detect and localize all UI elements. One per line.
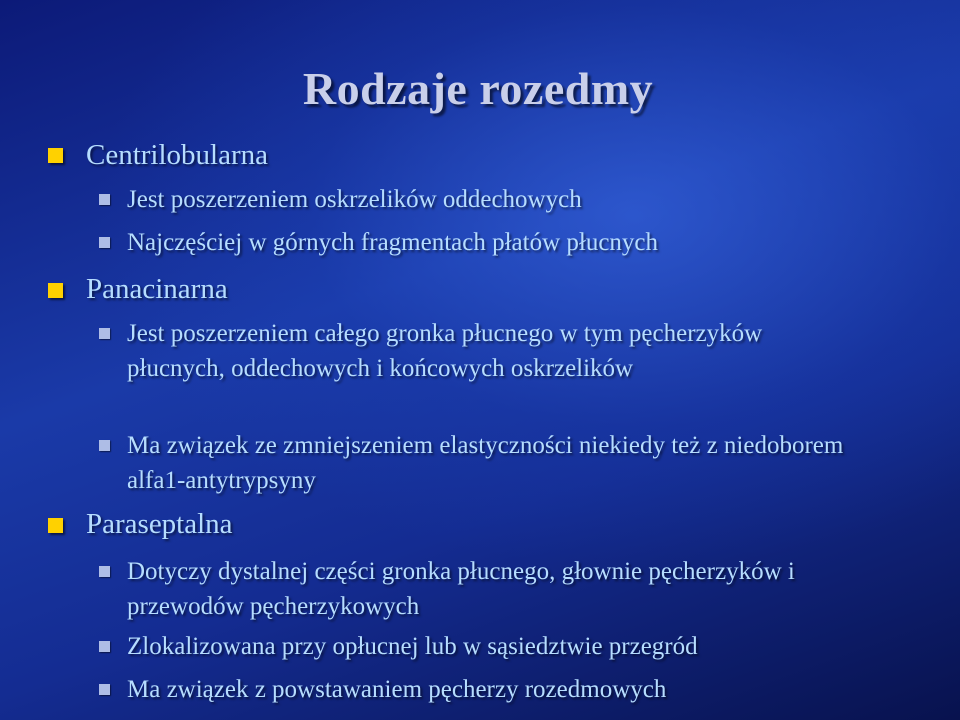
- bullet-square-icon: [48, 148, 63, 163]
- list-item: Jest poszerzeniem całego gronka płucnego w tym pęcherzyków płucnych, oddechowych i końcowych oskrzelików: [127, 320, 763, 382]
- bullet-square-icon: [48, 283, 63, 298]
- section-heading-centrilobularna: Centrilobularna: [86, 139, 269, 171]
- sub-bullet-square-icon: [99, 641, 110, 652]
- sub-bullet-square-icon: [99, 440, 110, 451]
- section-heading-paraseptalna: Paraseptalna: [86, 508, 233, 540]
- list-item: Ma związek ze zmniejszeniem elastyczności niekiedy też z niedoborem alfa1-antytrypsyny: [127, 432, 844, 494]
- sub-bullet-square-icon: [99, 328, 110, 339]
- list-item: Zlokalizowana przy opłucnej lub w sąsiedztwie przegród: [127, 633, 698, 660]
- sub-bullet-square-icon: [99, 237, 110, 248]
- sub-bullet-square-icon: [99, 684, 110, 695]
- bullet-square-icon: [48, 518, 63, 533]
- sub-bullet-square-icon: [99, 194, 110, 205]
- list-item: Ma związek z powstawaniem pęcherzy rozedmowych: [127, 676, 667, 703]
- list-item: Najczęściej w górnych fragmentach płatów płucnych: [127, 229, 659, 256]
- slide-title-text: Rodzaje rozedmy: [302, 63, 654, 114]
- sub-bullet-square-icon: [99, 566, 110, 577]
- list-item: Jest poszerzeniem oskrzelików oddechowych: [127, 186, 582, 213]
- section-heading-panacinarna: Panacinarna: [86, 273, 228, 305]
- list-item: Dotyczy dystalnej części gronka płucnego, głownie pęcherzyków i przewodów pęcherzykowych: [127, 558, 795, 620]
